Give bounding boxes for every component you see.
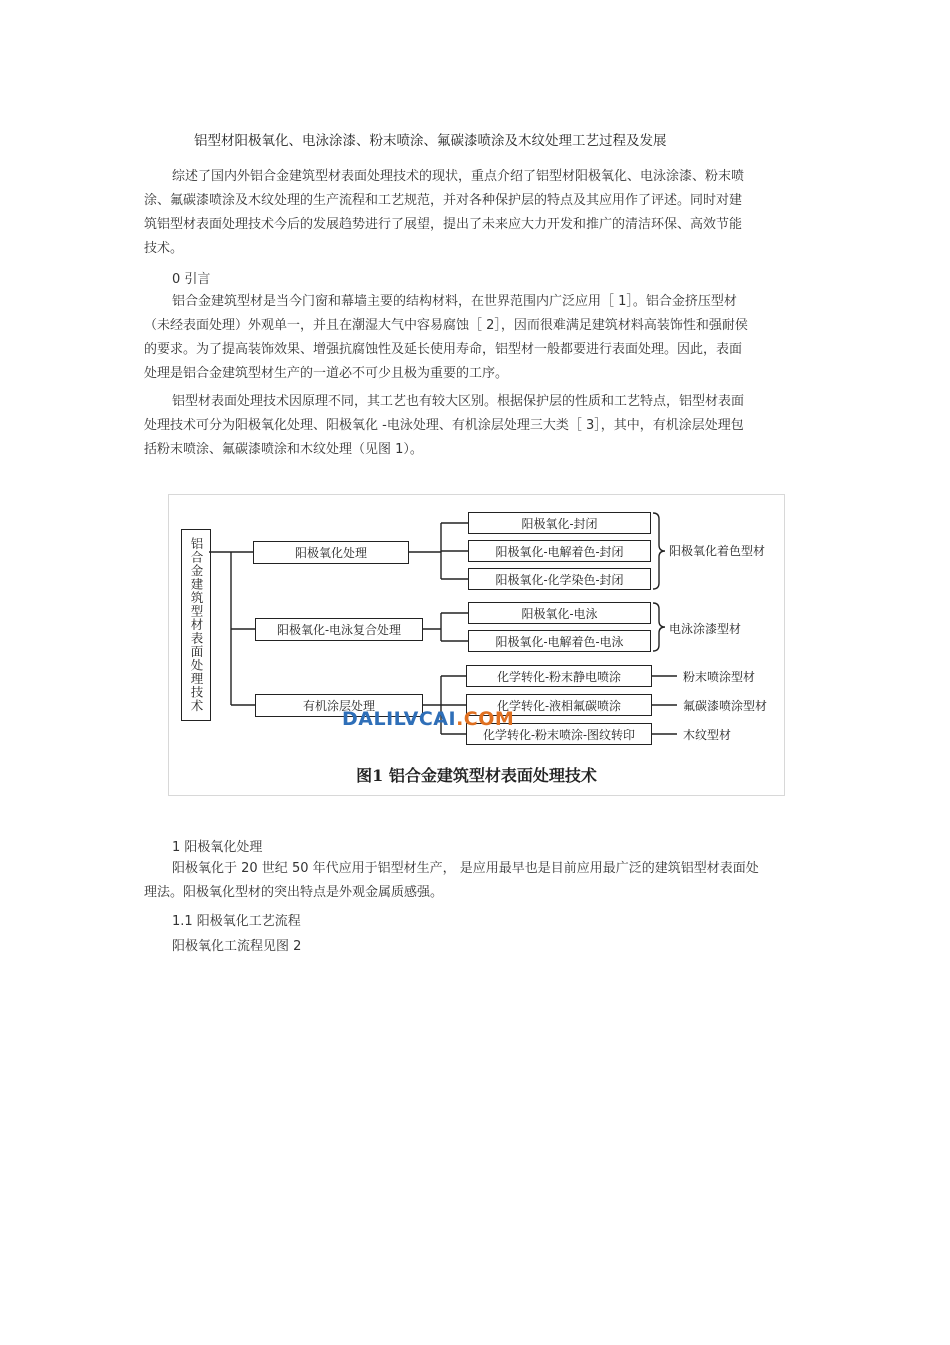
result-label: 阳极氧化着色型材 bbox=[669, 544, 766, 558]
leaf-box: 阳极氧化-电解着色-封闭 bbox=[468, 540, 651, 562]
abstract-paragraph bbox=[144, 165, 804, 261]
text-line: 括粉末喷涂、氟碳漆喷涂和木纹处理（见图 1）。 bbox=[144, 442, 423, 457]
watermark-logo bbox=[342, 708, 514, 730]
text-line: 处理技术可分为阳极氧化处理、阳极氧化 -电泳处理、有机涂层处理三大类［ 3］，其中，有机涂层处理包 bbox=[144, 418, 744, 433]
leaf-box: 阳极氧化-电泳 bbox=[468, 602, 651, 624]
leaf-box: 化学转化-液相氟碳喷涂 bbox=[466, 694, 652, 716]
text-line: 涂、氟碳漆喷涂及木纹处理的生产流程和工艺规范，并对各种保护层的特点及其应用作了评述。同时对建 bbox=[144, 193, 743, 208]
leaf-box: 化学转化-粉末喷涂-图纹转印 bbox=[466, 723, 652, 745]
intro-paragraph-2 bbox=[144, 390, 804, 462]
text-line: 铝型材表面处理技术因原理不同，其工艺也有较大区别。根据保护层的性质和工艺特点，铝型材表面 bbox=[172, 394, 745, 409]
text-line: 理法。阳极氧化型材的突出特点是外观金属质感强。 bbox=[144, 885, 444, 900]
branch-anodizing-box: 阳极氧化处理 bbox=[253, 541, 409, 564]
watermark-text: DALILVCAI bbox=[342, 708, 457, 730]
leaf-box: 阳极氧化-电解着色-电泳 bbox=[468, 630, 651, 652]
branch-anodizing-electrophoresis-box: 阳极氧化-电泳复合处理 bbox=[255, 618, 423, 641]
text-line: 综述了国内外铝合金建筑型材表面处理技术的现状，重点介绍了铝型材阳极氧化、电泳涂漆、粉末喷 bbox=[172, 169, 745, 184]
leaf-box: 阳极氧化-化学染色-封闭 bbox=[468, 568, 651, 590]
process-text: 阳极氧化工流程见图 2 bbox=[172, 939, 302, 954]
text-line: 筑铝型材表面处理技术今后的发展趋势进行了展望，提出了未来应大力开发和推广的清洁环保、高效节能 bbox=[144, 217, 743, 232]
text-line: 处理是铝合金建筑型材生产的一道必不可少且极为重要的工序。 bbox=[144, 366, 509, 381]
leaf-box: 化学转化-粉末静电喷涂 bbox=[466, 665, 652, 687]
section-heading-anodizing: 1 阳极氧化处理 bbox=[172, 840, 263, 855]
document-title: 铝型材阳极氧化、电泳涂漆、粉末喷涂、氟碳漆喷涂及木纹处理工艺过程及发展 bbox=[194, 133, 667, 149]
watermark-suffix: .COM bbox=[456, 708, 515, 730]
result-label: 粉末喷涂型材 bbox=[683, 670, 756, 684]
text-line: 的要求。为了提高装饰效果、增强抗腐蚀性及延长使用寿命，铝型材一般都要进行表面处理。因此，表面 bbox=[144, 342, 743, 357]
branch-organic-coating-box: 有机涂层处理 bbox=[255, 694, 423, 717]
text-line: 阳极氧化于 20 世纪 50 年代应用于铝型材生产， 是应用最早也是目前应用最广泛的建筑铝型材表面处 bbox=[172, 861, 759, 876]
section-heading-intro: 0 引言 bbox=[172, 272, 211, 287]
section1-paragraph bbox=[144, 857, 804, 905]
text-line: （未经表面处理）外观单一，并且在潮湿大气中容易腐蚀［ 2］，因而很难满足建筑材料高装饰性和强耐侯 bbox=[144, 318, 748, 333]
result-label: 氟碳漆喷涂型材 bbox=[683, 699, 768, 713]
text-line: 铝合金建筑型材是当今门窗和幕墙主要的结构材料，在世界范围内广泛应用［ 1］。铝合金挤压型材 bbox=[172, 294, 737, 309]
figure-1-diagram bbox=[168, 494, 785, 796]
root-box: 铝合金建筑型材表面处理技术 bbox=[181, 529, 211, 721]
result-label: 木纹型材 bbox=[683, 728, 732, 742]
intro-paragraph-1 bbox=[144, 290, 804, 386]
section-heading-process: 1.1 阳极氧化工艺流程 bbox=[172, 914, 301, 929]
figure-caption: 图1 铝合金建筑型材表面处理技术 bbox=[356, 766, 597, 785]
result-label: 电泳涂漆型材 bbox=[669, 622, 742, 636]
text-line: 技术。 bbox=[144, 241, 184, 256]
leaf-box: 阳极氧化-封闭 bbox=[468, 512, 651, 534]
